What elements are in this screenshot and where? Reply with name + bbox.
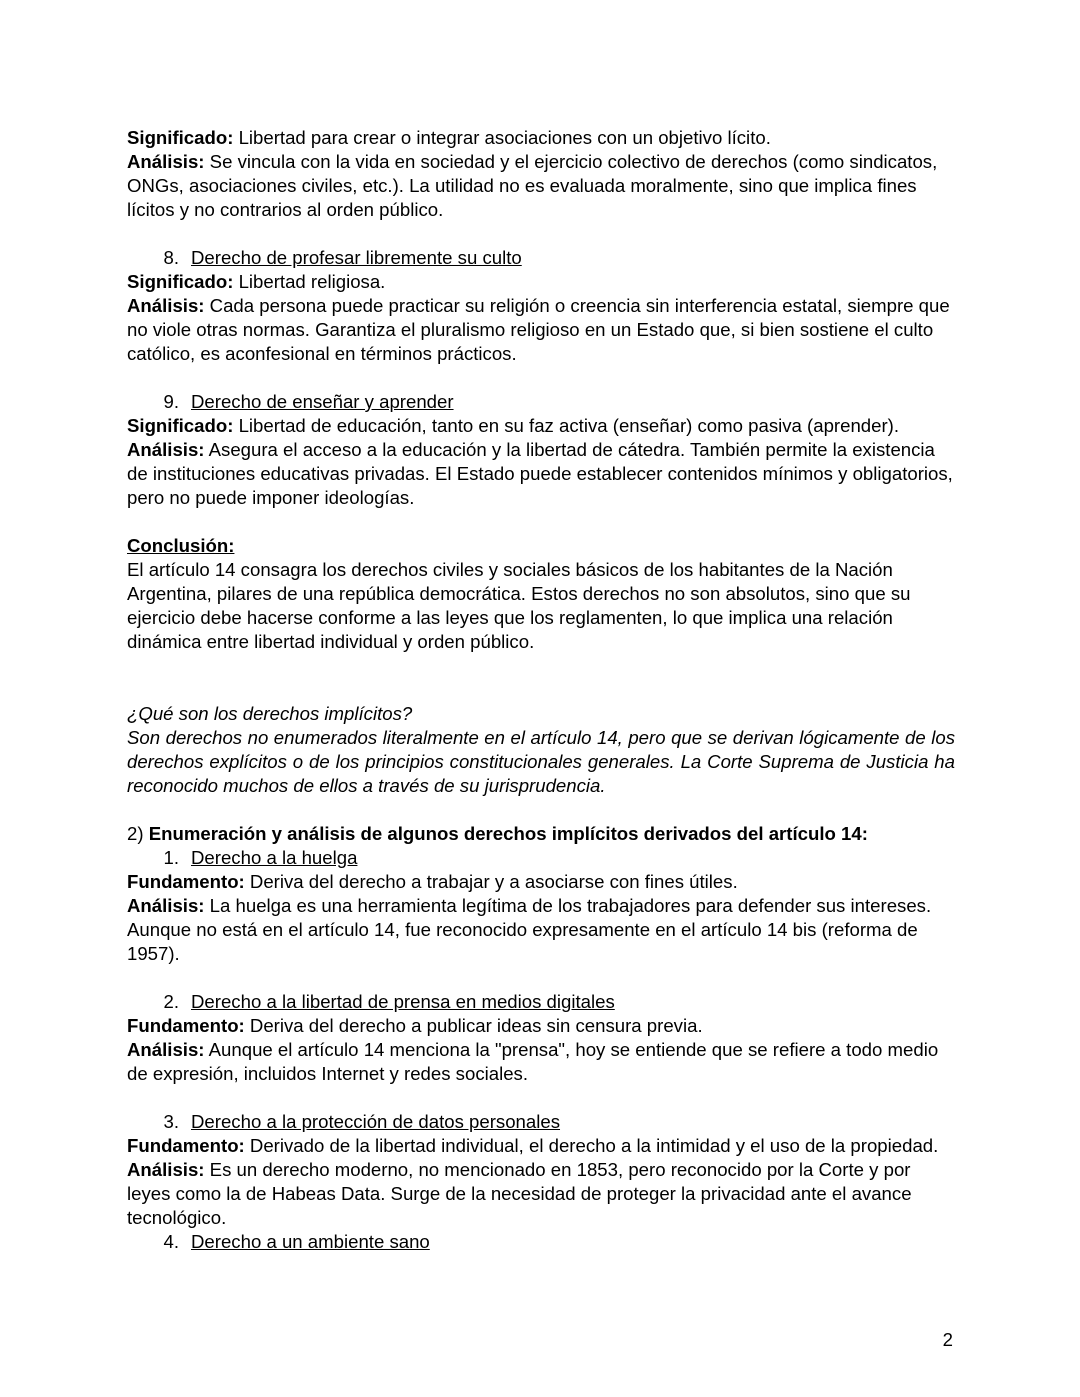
document-body — [127, 126, 955, 1254]
analisis-text: Aunque el artículo 14 menciona la "prensa", hoy se entiende que se refiere a todo medio de expresión, incluidos Internet y redes sociales. — [127, 1039, 939, 1084]
significado-label: Significado: — [127, 127, 234, 148]
analisis-paragraph — [127, 1158, 955, 1230]
analisis-text: Se vincula con la vida en sociedad y el ejercicio colectivo de derechos (como sindicatos, ONGs, asociaciones civiles, etc.). La utilidad no es evaluada moralmente, sino que implica fines lícitos y no contrarios al orden público. — [127, 151, 938, 220]
analisis-text: Cada persona puede practicar su religión o creencia sin interferencia estatal, siempre que no viole otras normas. Garantiza el pluralismo religioso en un Estado que, si bien sostiene el culto católico, es aconfesional en términos prácticos. — [127, 295, 950, 364]
analisis-paragraph — [127, 150, 955, 222]
list-item-2 — [127, 990, 955, 1014]
list-number: 1. — [163, 847, 179, 868]
analisis-label: Análisis: — [127, 295, 205, 316]
analisis-label: Análisis: — [127, 439, 205, 460]
analisis-paragraph — [127, 294, 955, 366]
analisis-label: Análisis: — [127, 895, 205, 916]
list-item-title: Derecho a un ambiente sano — [191, 1231, 430, 1252]
list-number: 8. — [163, 247, 179, 268]
fundamento-paragraph — [127, 1014, 955, 1038]
analisis-paragraph — [127, 1038, 955, 1086]
analisis-text: Asegura el acceso a la educación y la libertad de cátedra. También permite la existencia de instituciones educativas privadas. El Estado puede establecer contenidos mínimos y obligatorios, pero no puede imponer ideologías. — [127, 439, 953, 508]
page-number: 2 — [942, 1329, 953, 1350]
list-item-title: Derecho de profesar libremente su culto — [191, 247, 522, 268]
list-number: 3. — [163, 1111, 179, 1132]
analisis-label: Análisis: — [127, 1159, 205, 1180]
analisis-text: Es un derecho moderno, no mencionado en 1853, pero reconocido por la Corte y por leyes como la de Habeas Data. Surge de la necesidad de proteger la privacidad ante el avance tecnológico. — [127, 1159, 912, 1228]
list-number: 4. — [163, 1231, 179, 1252]
implicit-answer: Son derechos no enumerados literalmente en el artículo 14, pero que se derivan lógicamente de los derechos explícitos o de los principios constitucionales generales. La Corte Suprema de Justicia ha reconocido muchos de ellos a través de su jurisprudencia. — [127, 727, 955, 796]
significado-label: Significado: — [127, 271, 234, 292]
analisis-paragraph — [127, 438, 955, 510]
fundamento-label: Fundamento: — [127, 1135, 245, 1156]
list-item-8 — [127, 246, 955, 270]
significado-paragraph — [127, 126, 955, 150]
list-item-1 — [127, 846, 955, 870]
fundamento-paragraph — [127, 870, 955, 894]
section-prefix: 2) — [127, 823, 149, 844]
conclusion-heading: Conclusión: — [127, 535, 235, 556]
fundamento-paragraph — [127, 1134, 955, 1158]
analisis-label: Análisis: — [127, 151, 205, 172]
analisis-paragraph — [127, 894, 955, 966]
significado-paragraph — [127, 414, 955, 438]
list-number: 2. — [163, 991, 179, 1012]
fundamento-text: Deriva del derecho a publicar ideas sin censura previa. — [244, 1015, 703, 1036]
analisis-text: La huelga es una herramienta legítima de los trabajadores para defender sus intereses. Aunque no está en el artículo 14, fue reconocido expresamente en el artículo 14 bis (reforma de 1957). — [127, 895, 932, 964]
list-item-title: Derecho a la libertad de prensa en medios digitales — [191, 991, 615, 1012]
fundamento-label: Fundamento: — [127, 871, 245, 892]
analisis-label: Análisis: — [127, 1039, 205, 1060]
significado-text: Libertad religiosa. — [233, 271, 386, 292]
conclusion-text: El artículo 14 consagra los derechos civiles y sociales básicos de los habitantes de la Nación Argentina, pilares de una república democrática. Estos derechos no son absolutos, sino que su ejercicio debe hacerse conforme a las leyes que los reglamenten, lo que implica una relación dinámica entre libertad individual y orden público. — [127, 559, 911, 652]
implicit-question: ¿Qué son los derechos implícitos? — [127, 703, 413, 724]
list-item-title: Derecho a la huelga — [191, 847, 358, 868]
fundamento-text: Derivado de la libertad individual, el derecho a la intimidad y el uso de la propiedad. — [244, 1135, 939, 1156]
significado-text: Libertad para crear o integrar asociaciones con un objetivo lícito. — [233, 127, 771, 148]
list-item-title: Derecho de enseñar y aprender — [191, 391, 454, 412]
fundamento-text: Deriva del derecho a trabajar y a asociarse con fines útiles. — [244, 871, 738, 892]
list-item-9 — [127, 390, 955, 414]
section-heading-text: Enumeración y análisis de algunos derechos implícitos derivados del artículo 14: — [148, 823, 868, 844]
significado-label: Significado: — [127, 415, 234, 436]
list-item-3 — [127, 1110, 955, 1134]
section-heading — [127, 822, 955, 846]
fundamento-label: Fundamento: — [127, 1015, 245, 1036]
list-item-4 — [127, 1230, 955, 1254]
list-number: 9. — [163, 391, 179, 412]
significado-paragraph — [127, 270, 955, 294]
list-item-title: Derecho a la protección de datos personales — [191, 1111, 561, 1132]
significado-text: Libertad de educación, tanto en su faz activa (enseñar) como pasiva (aprender). — [233, 415, 900, 436]
